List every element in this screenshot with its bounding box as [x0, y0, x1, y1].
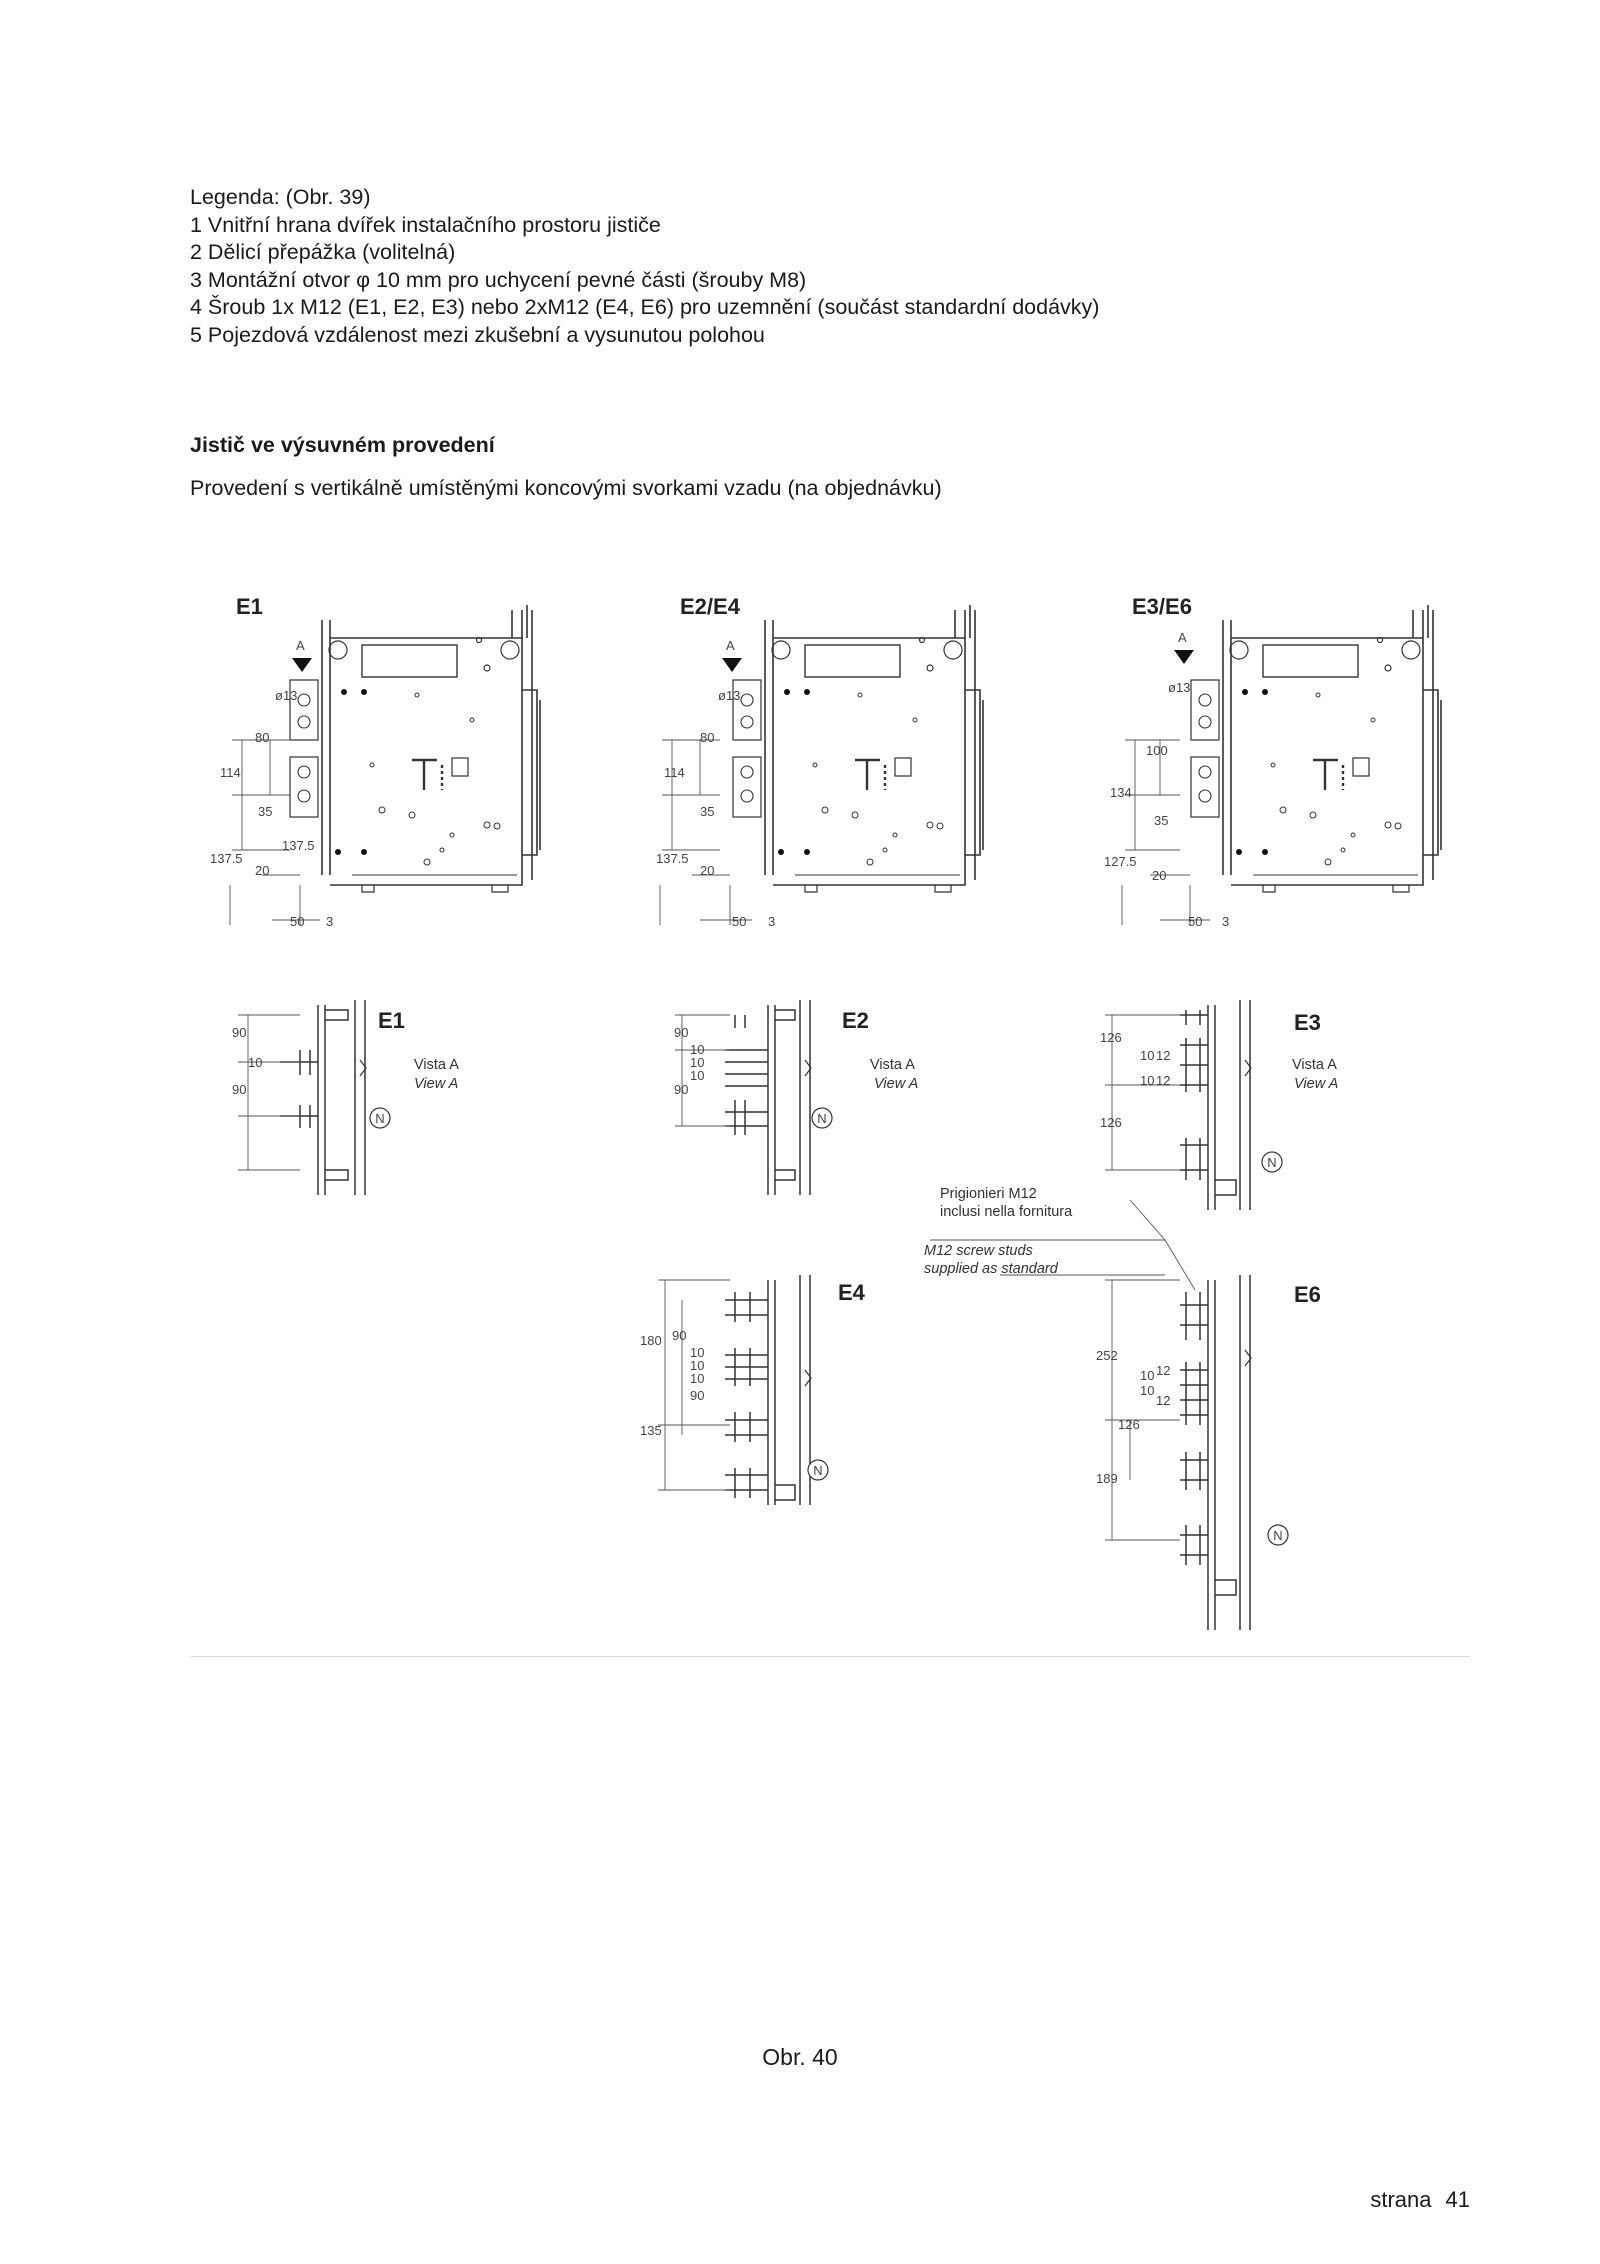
dim-label: 10: [690, 1345, 705, 1360]
dim-label: 137.5: [282, 838, 315, 853]
note-it-line-1: Prigionieri M12: [940, 1186, 1037, 1202]
section-heading: Jistič ve výsuvném provedení: [190, 433, 495, 457]
side-view-label: E1: [378, 1008, 405, 1033]
page-label: strana: [1370, 2187, 1432, 2212]
view-label-it: Vista A: [870, 1057, 915, 1073]
dim-label: 3: [326, 914, 334, 929]
dim-label: 12: [1156, 1393, 1171, 1408]
dim-label: 137.5: [210, 851, 243, 866]
dim-label: 90: [674, 1082, 689, 1097]
arrow-label: A: [296, 638, 305, 653]
dim-label: 127.5: [1104, 854, 1137, 869]
dim-label: 35: [700, 804, 715, 819]
dim-label: 90: [690, 1388, 705, 1403]
legend-item: 4 Šroub 1x M12 (E1, E2, E3) nebo 2xM12 (E4, E6) pro uzemnění (součást standardní dodávky): [190, 295, 1100, 320]
top-view-label: E3/E6: [1132, 594, 1192, 619]
side-view-e6: [1180, 1275, 1251, 1630]
side-view-e1: [280, 1000, 366, 1195]
dim-label: 12: [1156, 1073, 1171, 1088]
dim-label: 12: [1156, 1048, 1171, 1063]
dim-label: 126: [1118, 1417, 1140, 1432]
top-view-label: E1: [236, 594, 263, 619]
page-number-value: 41: [1445, 2187, 1470, 2212]
dim-label: 10: [690, 1055, 705, 1070]
legend: [190, 184, 1099, 350]
dim-label: 137.5: [656, 851, 689, 866]
dim-label: 12: [1156, 1363, 1171, 1378]
side-view-e4: [725, 1275, 811, 1505]
dim-label: 90: [232, 1025, 247, 1040]
legend-item: 2 Dělicí přepážka (volitelná): [190, 240, 456, 265]
dim-label: 35: [258, 804, 273, 819]
dim-label: 3: [768, 914, 776, 929]
view-label-en: View A: [1294, 1076, 1339, 1092]
dim-label: 10: [1140, 1368, 1155, 1383]
dim-label: 50: [732, 914, 747, 929]
note-en-line-2: supplied as standard: [924, 1261, 1058, 1277]
side-view-e2: [725, 1000, 811, 1195]
legend-item: 1 Vnitřní hrana dvířek instalačního prostoru jističe: [190, 212, 661, 237]
arrow-a-icon: [292, 658, 312, 672]
technical-drawing: [0, 580, 1600, 1670]
dim-label: 90: [672, 1328, 687, 1343]
dim-label: ø13: [718, 688, 741, 703]
neutral-label: N: [1273, 1528, 1283, 1543]
dim-label: 10: [1140, 1048, 1155, 1063]
side-view-e3: [1180, 1000, 1251, 1210]
dim-label: 50: [1188, 914, 1203, 929]
view-label-en: View A: [414, 1076, 459, 1092]
view-label-it: Vista A: [414, 1057, 459, 1073]
arrow-a-icon: [722, 658, 742, 672]
dim-label: 189: [1096, 1471, 1118, 1486]
dim-label: 252: [1096, 1348, 1118, 1363]
arrow-label: A: [1178, 630, 1187, 645]
dim-label: 100: [1146, 743, 1168, 758]
dim-label: 126: [1100, 1030, 1122, 1045]
dim-label: 135: [640, 1423, 662, 1438]
legend-item: 5 Pojezdová vzdálenost mezi zkušební a vysunutou polohou: [190, 322, 765, 347]
note-en-line-1: M12 screw studs: [924, 1243, 1033, 1259]
dim-label: 90: [674, 1025, 689, 1040]
side-view-label: E6: [1294, 1282, 1321, 1307]
dim-label: 10: [690, 1358, 705, 1373]
arrow-a-icon: [1174, 650, 1194, 664]
top-view-e1: [290, 605, 540, 892]
dim-label: 10: [690, 1068, 705, 1083]
page-number: [1370, 2187, 1470, 2213]
dim-label: 10: [690, 1371, 705, 1386]
dim-label: 10: [690, 1042, 705, 1057]
dim-label: 80: [700, 730, 715, 745]
figure-caption: Obr. 40: [762, 2044, 838, 2070]
dim-label: 90: [232, 1082, 247, 1097]
dim-label: 20: [700, 863, 715, 878]
neutral-label: N: [375, 1111, 385, 1126]
dim-label: 114: [664, 765, 685, 780]
neutral-label: N: [813, 1463, 823, 1478]
dim-label: 35: [1154, 813, 1169, 828]
dim-label: 180: [640, 1333, 662, 1348]
legend-item: 3 Montážní otvor φ 10 mm pro uchycení pevné části (šrouby M8): [190, 267, 807, 292]
dim-label: 134: [1110, 785, 1132, 800]
dim-label: ø13: [275, 688, 298, 703]
top-view-label: E2/E4: [680, 594, 740, 619]
dim-label: 10: [1140, 1073, 1155, 1088]
note-it-line-2: inclusi nella fornitura: [940, 1204, 1073, 1220]
dim-label: 20: [255, 863, 270, 878]
dim-label: 80: [255, 730, 270, 745]
top-view-e2e4: [733, 605, 983, 892]
top-view-e3e6: [1191, 605, 1441, 892]
legend-title: Legenda: (Obr. 39): [190, 185, 371, 209]
dim-label: 3: [1222, 914, 1230, 929]
neutral-label: N: [817, 1111, 827, 1126]
dim-label: 114: [220, 765, 241, 780]
dim-label: 10: [248, 1055, 263, 1070]
arrow-label: A: [726, 638, 735, 653]
dim-label: 10: [1140, 1383, 1155, 1398]
view-label-en: View A: [874, 1076, 919, 1092]
dim-label: ø13: [1168, 680, 1191, 695]
section-subheading: Provedení s vertikálně umístěnými koncovými svorkami vzadu (na objednávku): [190, 476, 942, 500]
divider: [190, 1656, 1470, 1657]
dim-label: 50: [290, 914, 305, 929]
dim-label: 126: [1100, 1115, 1122, 1130]
side-view-label: E2: [842, 1008, 869, 1033]
side-view-label: E3: [1294, 1010, 1321, 1035]
side-view-label: E4: [838, 1280, 865, 1305]
view-label-it: Vista A: [1292, 1057, 1337, 1073]
dim-label: 20: [1152, 868, 1167, 883]
neutral-marker: [370, 1108, 1288, 1545]
neutral-label: N: [1267, 1155, 1277, 1170]
